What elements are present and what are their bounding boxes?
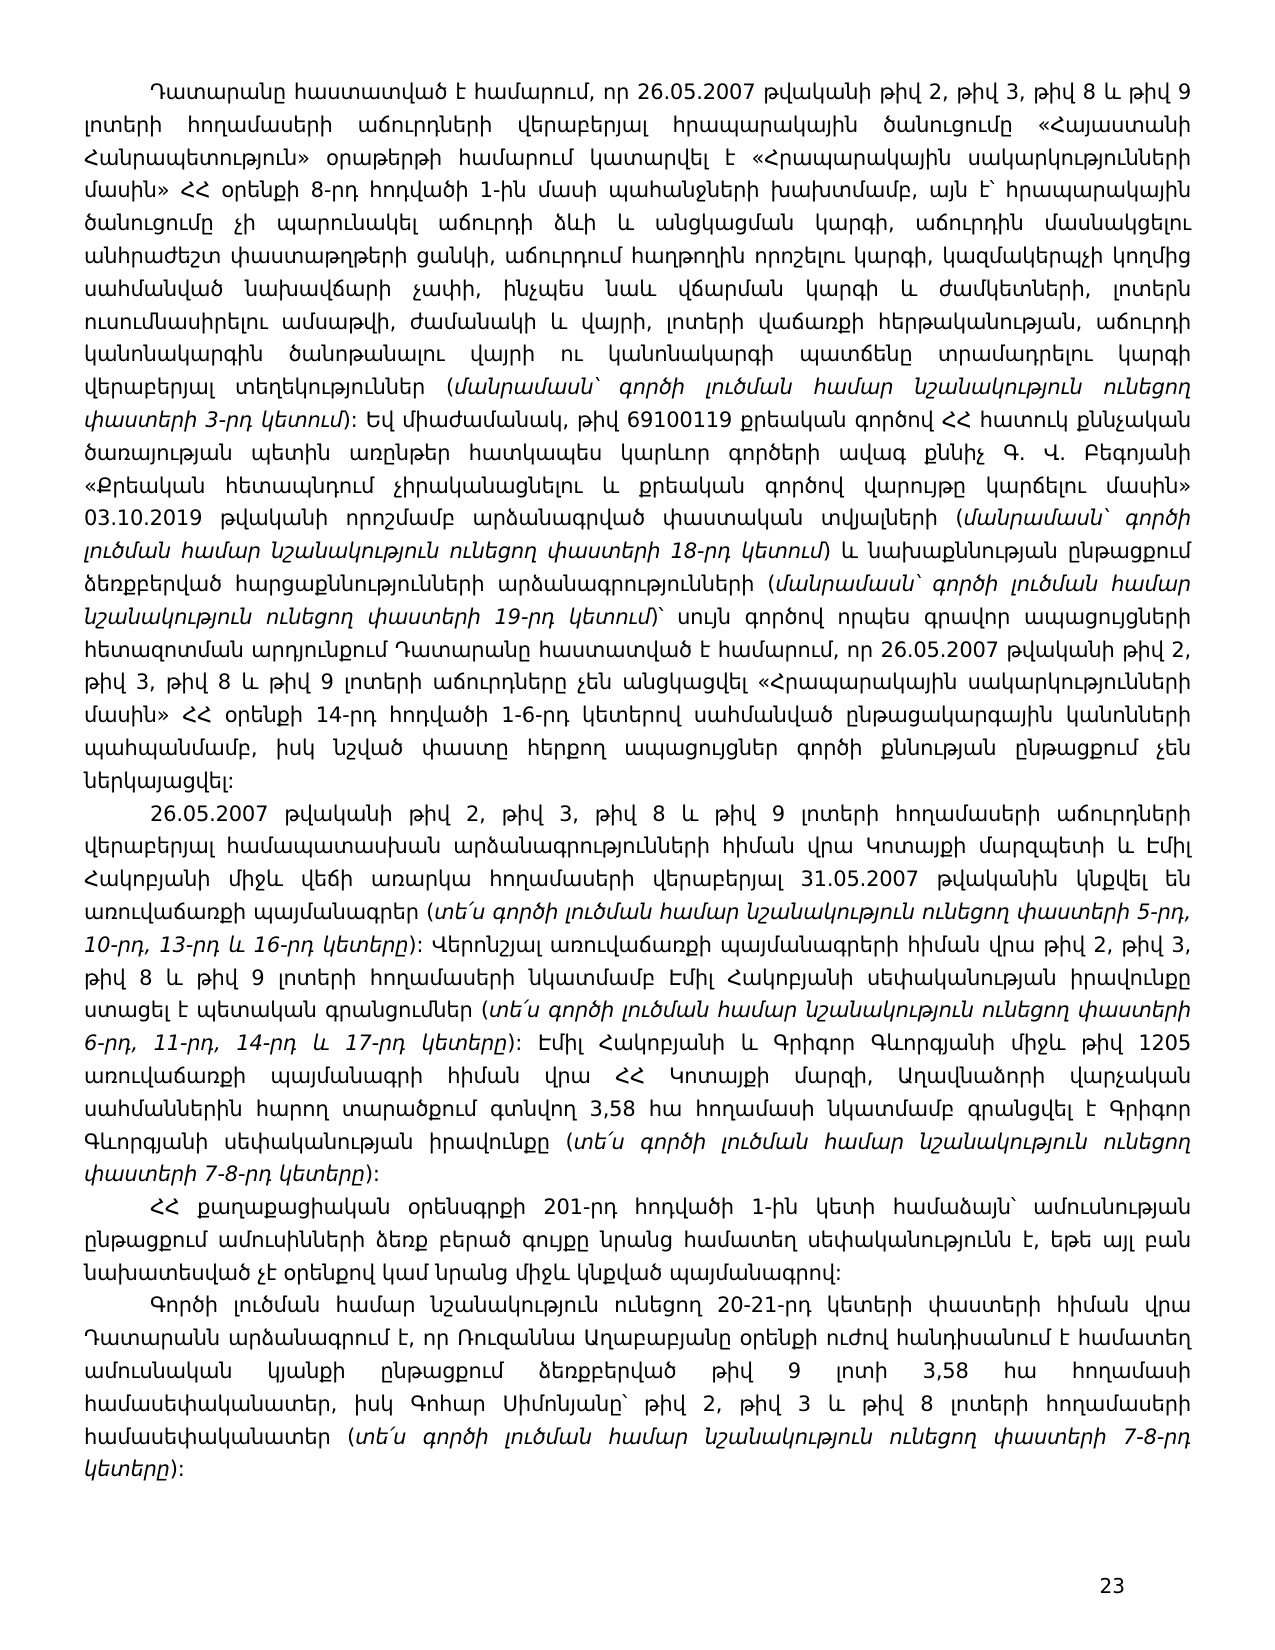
text-run: ): <box>169 1457 185 1482</box>
text-run-italic: տե՛ս գործի լուծման համար նշանակություն ունեցող փաստերի 7-8-րդ կետերը <box>84 1129 1191 1187</box>
paragraph-1 <box>84 76 1191 798</box>
text-run: )՝ սույն գործով որպես գրավոր ապացույցների հետազոտման արդյունքում Դատարանը հաստատված է համարում, որ 26.05.2007 թվականի թիվ 2, թիվ 3, թիվ 8 և թիվ 9 լոտերի աճուրդները չեն անցկացվել «Հրապարակային սակարկությունների մասին» ՀՀ օրենքի 14-րդ հոդվածի 1-6-րդ կետերով սահմանված ընթացակարգային կանոնների պահպանմամբ, իսկ նշված փաստը հերքող ապացույցներ գործի քննության ընթացքում չեն ներկայացվել: <box>84 604 1191 793</box>
text-run-italic: տե՛ս գործի լուծման համար նշանակություն ունեցող փաստերի 5-րդ, 10-րդ, 13-րդ և 16-րդ կետերը <box>84 899 1191 957</box>
text-run-italic: մանրամասն՝ գործի լուծման համար նշանակություն ունեցող փաստերի 19-րդ կետում <box>84 571 1191 629</box>
paragraph-3 <box>84 1191 1191 1289</box>
text-run-italic: մանրամասն՝ գործի լուծման համար նշանակություն ունեցող փաստերի 18-րդ կետում <box>84 506 1191 564</box>
text-run: Դատարանը հաստատված է համարում, որ 26.05.2007 թվականի թիվ 2, թիվ 3, թիվ 8 և թիվ 9 լոտերի հողամասերի աճուրդների վերաբերյալ հրապարակային ծանուցումը «Հայաստանի Հանրապետություն» օրաթերթի համարում կատարվել է «Հրապարակային սակարկությունների մասին» ՀՀ օրենքի 8-րդ հոդվածի 1-ին մասի պահանջների խախտմամբ, այն է՝ հրապարակային ծանուցումը չի պարունակել աճուրդի ձևի և անցկացման կարգի, աճուրդին մասնակցելու անհրաժեշտ փաստաթղթերի ցանկի, աճուրդում հաղթողին որոշելու կարգի, կազմակերպչի կողմից սահմանված նախավճարի չափի, ինչպես նաև վճարման կարգի և ժամկետների, լոտերն ուսումնասիրելու ամսաթվի, ժամանակի և վայրի, լոտերի վաճառքի հերթականության, աճուրդի կանոնակարգին ծանոթանալու վայրի ու կանոնակարգի պատճենը տրամադրելու կարգի վերաբերյալ տեղեկություններ ( <box>84 80 1191 400</box>
text-run: ) և նախաքննության ընթացքում ձեռքբերված հարցաքննությունների արձանագրությունների ( <box>84 539 1191 596</box>
paragraph-2 <box>84 798 1191 1192</box>
text-run-italic: տե՛ս գործի լուծման համար նշանակություն ունեցող փաստերի 7-8-րդ կետերը <box>84 1424 1191 1482</box>
document-body <box>84 76 1191 1486</box>
text-run-italic: տե՛ս գործի լուծման համար նշանակություն ունեցող փաստերի 6-րդ, 11-րդ, 14-րդ և 17-րդ կետերը <box>84 998 1191 1056</box>
text-run: 26.05.2007 թվականի թիվ 2, թիվ 3, թիվ 8 և թիվ 9 լոտերի հողամասերի աճուրդների վերաբերյալ համապատասխան արձանագրությունների հիման վրա Կոտայքի մարզպետի և Էմիլ Հակոբյանի միջև վեճի առարկա հողամասերի վերաբերյալ 31.05.2007 թվականին կնքվել են առուվաճառքի պայմանագրեր ( <box>84 801 1191 924</box>
text-run: Գործի լուծման համար նշանակություն ունեցող 20-21-րդ կետերի փաստերի հիման վրա Դատարանն արձանագրում է, որ Ռուզաննա Աղաբաբյանը օրենքի ուժով հանդիսանում է համատեղ ամուսնական կյանքի ընթացքում ձեռքբերված թիվ 9 լոտի 3,58 հա հողամասի համասեփականատեր, իսկ Գոհար Սիմոնյանը՝ թիվ 2, թիվ 3 և թիվ 8 լոտերի հողամասերի համասեփականատեր ( <box>84 1293 1191 1449</box>
paragraph-4 <box>84 1289 1191 1486</box>
text-run: ): Եվ միաժամանակ, թիվ 69100119 քրեական գործով ՀՀ հատուկ քննչական ծառայության պետին առընթեր հատկապես կարևոր գործերի ավագ քննիչ Գ. Վ. Բեգոյանի «Քրեական հետապնդում չիրականացնելու և քրեական գործով վարույթը կարճելու մասին» 03.10.2019 թվականի որոշմամբ արձանագրված փաստական տվյալների ( <box>84 407 1192 531</box>
text-run: ՀՀ քաղաքացիական օրենսգրքի 201-րդ հոդվածի 1-ին կետի համաձայն՝ ամուսնության ընթացքում ամուսինների ձեռք բերած գույքը նրանց համատեղ սեփականությունն է, եթե այլ բան նախատեսված չէ օրենքով կամ նրանց միջև կնքված պայմանագրով: <box>84 1195 1191 1285</box>
text-run: ): Էմիլ Հակոբյանի և Գրիգոր Գևորգյանի միջև թիվ 1205 առուվաճառքի պայմանագրի հիման վրա ՀՀ Կոտայքի մարզի, Աղավնաձորի վարչական սահմաններին հարող տարածքում գտնվող 3,58 հա հողամասի նկատմամբ գրանցվել է Գրիգոր Գևորգյանի սեփականության իրավունքը ( <box>84 1031 1191 1154</box>
page-number: 23 <box>1099 1574 1125 1598</box>
text-run: ): <box>364 1162 380 1187</box>
text-run-italic: մանրամասն՝ գործի լուծման համար նշանակություն ունեցող փաստերի 3-րդ կետում <box>84 375 1191 432</box>
text-run: ): Վերոնշյալ առուվաճառքի պայմանագրերի հիման վրա թիվ 2, թիվ 3, թիվ 8 և թիվ 9 լոտերի հողամասերի նկատմամբ Էմիլ Հակոբյանի սեփականության իրավունքը ստացել է պետական գրանցումներ ( <box>84 932 1192 1023</box>
